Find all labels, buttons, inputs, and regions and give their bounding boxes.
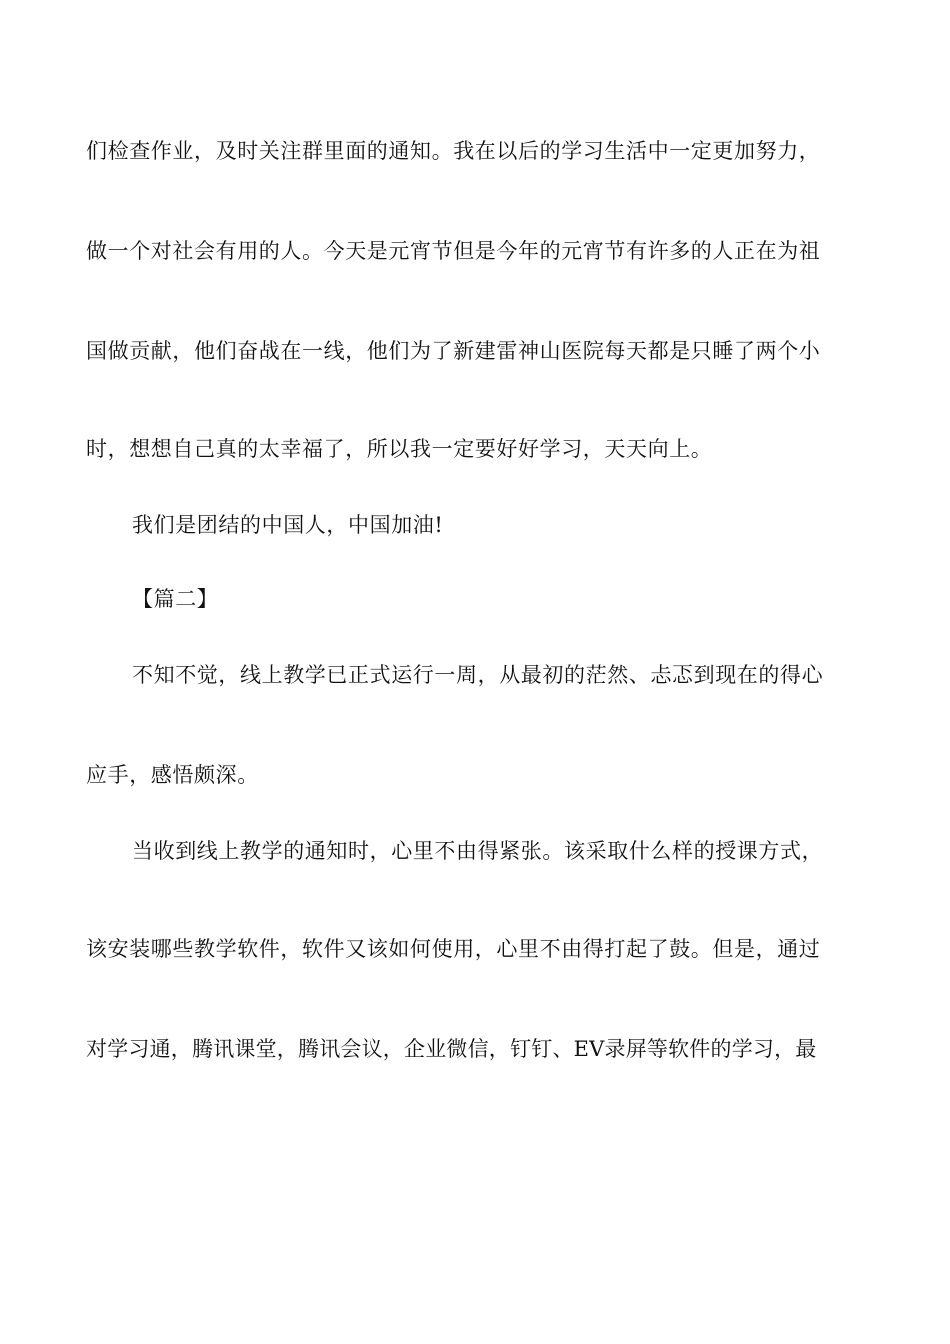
- paragraph-line: 当收到线上教学的通知时，心里不由得紧张。该采取什么样的授课方式，: [132, 839, 824, 863]
- paragraph-line: 国做贡献，他们奋战在一线，他们为了新建雷神山医院每天都是只睡了两个小: [86, 339, 821, 363]
- paragraph-line: 应手，感悟颇深。: [86, 763, 259, 787]
- paragraph-line: 时，想想自己真的太幸福了，所以我一定要好好学习，天天向上。: [86, 437, 713, 461]
- paragraph-line: 们检查作业，及时关注群里面的通知。我在以后的学习生活中一定更加努力，: [86, 139, 821, 163]
- paragraph-line: 该安装哪些教学软件，软件又该如何使用，心里不由得打起了鼓。但是，通过: [86, 937, 821, 961]
- paragraph-line: 我们是团结的中国人，中国加油!: [132, 513, 444, 537]
- paragraph-line: 对学习通，腾讯课堂，腾讯会议，企业微信，钉钉、EV录屏等软件的学习，最: [86, 1037, 817, 1061]
- paragraph-line: 做一个对社会有用的人。今天是元宵节但是今年的元宵节有许多的人正在为祖: [86, 239, 821, 263]
- section-heading: 【篇二】: [132, 587, 219, 611]
- paragraph-line: 不知不觉，线上教学已正式运行一周，从最初的茫然、忐忑到现在的得心: [132, 663, 824, 687]
